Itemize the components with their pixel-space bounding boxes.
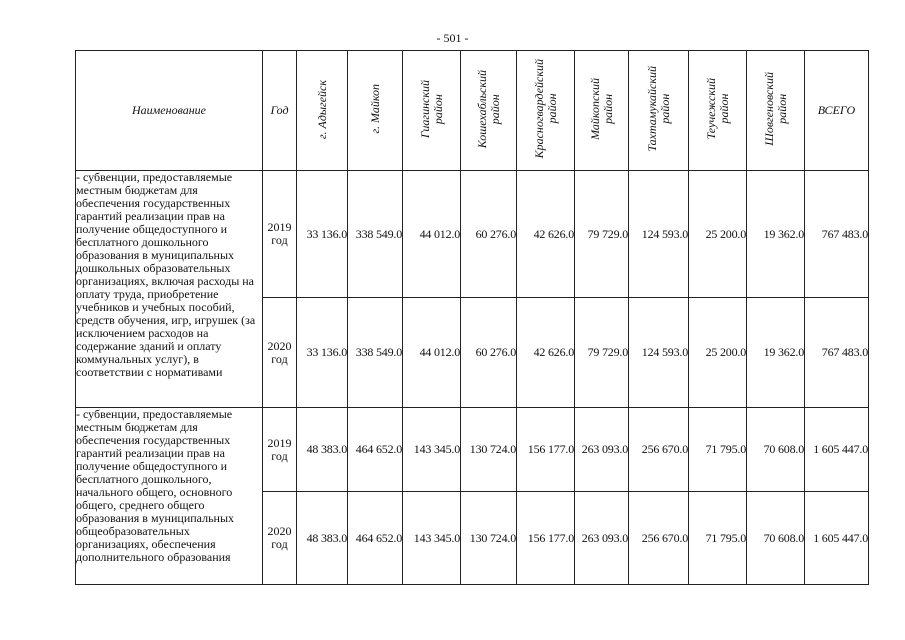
cell-value: 79 729.0 — [575, 298, 629, 408]
cell-value: 44 012.0 — [403, 171, 461, 298]
table-header-row — [76, 51, 869, 171]
cell-value: 143 345.0 — [403, 492, 461, 585]
cell-total: 767 483.0 — [805, 298, 869, 408]
cell-value: 256 670.0 — [629, 408, 689, 492]
cell-value: 263 093.0 — [575, 492, 629, 585]
header-col-koshekhablsky: Кошехабльский район — [461, 51, 517, 171]
cell-value: 42 626.0 — [517, 171, 575, 298]
cell-value: 42 626.0 — [517, 298, 575, 408]
cell-value: 71 795.0 — [689, 408, 747, 492]
cell-value: 70 608.0 — [747, 492, 805, 585]
cell-total: 1 605 447.0 — [805, 408, 869, 492]
cell-value: 464 652.0 — [348, 492, 403, 585]
cell-value: 338 549.0 — [348, 171, 403, 298]
cell-value: 338 549.0 — [348, 298, 403, 408]
cell-value: 71 795.0 — [689, 492, 747, 585]
header-name: Наименование — [76, 51, 263, 171]
row-name: - субвенции, предоставляемые местным бюджетам для обеспечения государственных гарантий реализации прав на получение общедоступного и бесплатного дошкольного, начального общего, основного общего, среднего общего образования в муниципальных общеобразовательных организациях, обеспечения дополнительного образования — [76, 408, 263, 585]
cell-value: 156 177.0 — [517, 408, 575, 492]
table-row — [76, 408, 869, 492]
cell-value: 48 383.0 — [297, 492, 348, 585]
cell-value: 33 136.0 — [297, 298, 348, 408]
cell-value: 256 670.0 — [629, 492, 689, 585]
cell-value: 130 724.0 — [461, 408, 517, 492]
header-total: ВСЕГО — [805, 51, 869, 171]
page-number: - 501 - — [436, 31, 469, 45]
cell-value: 19 362.0 — [747, 298, 805, 408]
row-year: 2019 год — [263, 171, 297, 298]
cell-value: 124 593.0 — [629, 298, 689, 408]
cell-value: 19 362.0 — [747, 171, 805, 298]
header-col-adygeysk: г. Адыгейск — [297, 51, 348, 171]
header-col-krasnogvardeysky: Красногвардейский район — [517, 51, 575, 171]
cell-value: 70 608.0 — [747, 408, 805, 492]
header-year: Год — [263, 51, 297, 171]
row-year: 2019 год — [263, 408, 297, 492]
header-col-shovgenovsky: Шовгеновский район — [747, 51, 805, 171]
header-col-giaginsky: Гиагинский район — [403, 51, 461, 171]
cell-value: 263 093.0 — [575, 408, 629, 492]
cell-value: 156 177.0 — [517, 492, 575, 585]
cell-total: 767 483.0 — [805, 171, 869, 298]
cell-value: 143 345.0 — [403, 408, 461, 492]
cell-value: 60 276.0 — [461, 298, 517, 408]
header-col-maykopsky: Майкопский район — [575, 51, 629, 171]
cell-value: 464 652.0 — [348, 408, 403, 492]
cell-value: 25 200.0 — [689, 298, 747, 408]
row-name: - субвенции, предоставляемые местным бюджетам для обеспечения государственных гарантий реализации прав на получение общедоступного и бесплатного дошкольного образования в муниципальных дошкольных образовательных организациях, включая расходы на оплату труда, приобретение учебников и учебных пособий, средств обучения, игр, игрушек (за исключением расходов на содержание зданий и оплату коммунальных услуг), в соответствии с нормативами — [76, 171, 263, 408]
cell-value: 48 383.0 — [297, 408, 348, 492]
cell-total: 1 605 447.0 — [805, 492, 869, 585]
row-year: 2020 год — [263, 492, 297, 585]
table-row — [76, 171, 869, 298]
budget-table — [75, 50, 869, 585]
cell-value: 79 729.0 — [575, 171, 629, 298]
row-year: 2020 год — [263, 298, 297, 408]
cell-value: 130 724.0 — [461, 492, 517, 585]
header-col-maykop-city: г. Майкоп — [348, 51, 403, 171]
header-col-takhtamukaysky: Тахтамукайский район — [629, 51, 689, 171]
cell-value: 25 200.0 — [689, 171, 747, 298]
cell-value: 124 593.0 — [629, 171, 689, 298]
cell-value: 60 276.0 — [461, 171, 517, 298]
cell-value: 33 136.0 — [297, 171, 348, 298]
cell-value: 44 012.0 — [403, 298, 461, 408]
header-col-teuchezhsky: Теучежский район — [689, 51, 747, 171]
